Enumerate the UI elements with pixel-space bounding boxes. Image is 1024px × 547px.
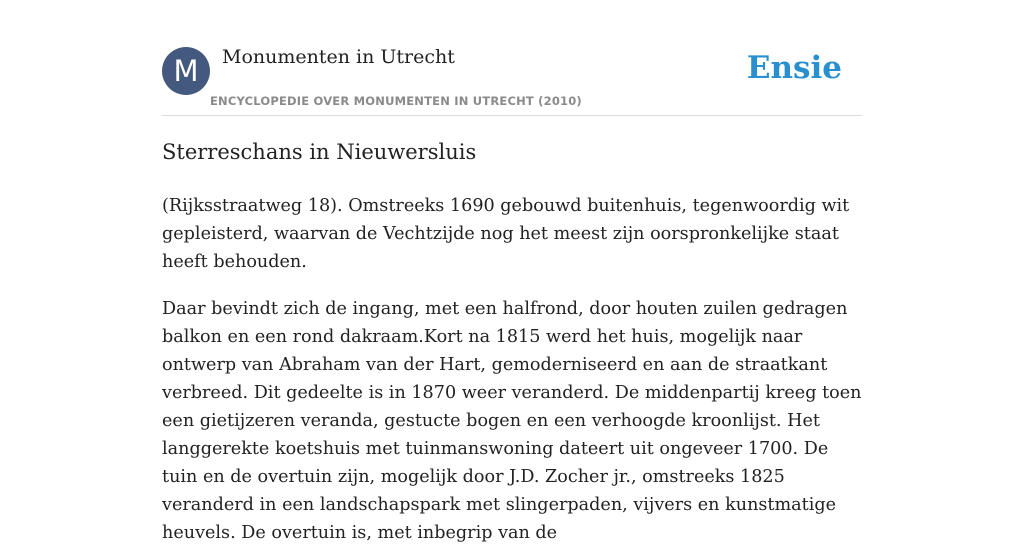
article-title: Sterreschans in Nieuwersluis <box>162 140 477 164</box>
article-paragraph: (Rijksstraatweg 18). Omstreeks 1690 gebouwd buitenhuis, tegenwoordig wit gepleisterd, waarvan de Vechtzijde nog het meest zijn oorspronkelijke staat heeft behouden. <box>162 196 850 272</box>
source-title[interactable]: Monumenten in Utrecht <box>222 46 455 68</box>
source-subtitle: ENCYCLOPEDIE OVER MONUMENTEN IN UTRECHT (2010) <box>210 94 582 108</box>
header-divider <box>162 115 862 116</box>
source-avatar[interactable]: M <box>162 47 210 95</box>
article-paragraph: Daar bevindt zich de ingang, met een halfrond, door houten zuilen gedragen balkon en een rond dakraam.Kort na 1815 werd het huis, mogelijk naar ontwerp van Abraham van der Hart, gemoderniseerd en aan de straatkant verbreed. Dit gedeelte is in 1870 weer veranderd. De middenpartij kreeg toen een gietijzeren veranda, gestucte bogen en een verhoogde kroonlijst. Het langgerekte koetshuis met tuinmanswoning dateert uit ongeveer 1700. De tuin en de overtuin zijn, mogelijk door J.D. Zocher jr., omstreeks 1825 veranderd in een landschapspark met slingerpaden, vijvers en kunstmatige heuvels. De overtuin is, met inbegrip van de <box>162 299 862 543</box>
brand-logo[interactable]: Ensie <box>746 50 842 86</box>
